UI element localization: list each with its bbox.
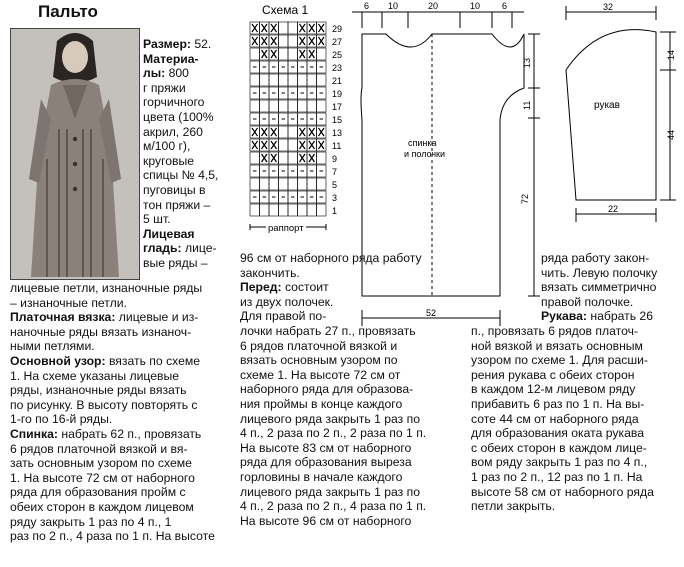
text-line: узором по схеме 1. Для расши- bbox=[471, 353, 648, 368]
scheme-cell bbox=[250, 48, 260, 60]
text-line: наночные ряды вязать изнаноч- bbox=[10, 324, 192, 339]
purl-stitch-symbol bbox=[271, 154, 277, 162]
piece-label: рукав bbox=[594, 100, 620, 111]
text-line: 1. На схеме указаны лицевые bbox=[10, 368, 180, 383]
scheme-cell bbox=[317, 74, 327, 86]
sleeve-pattern-svg bbox=[560, 0, 684, 230]
scheme-cell bbox=[269, 204, 279, 216]
text-line: лочки набрать 27 п., провязать bbox=[240, 323, 416, 338]
text-line: правой полочке. bbox=[541, 294, 634, 309]
dim-label: 13 bbox=[522, 57, 532, 68]
purl-stitch-symbol bbox=[271, 141, 277, 149]
text-line: 1-го по 16-й ряды. bbox=[10, 412, 113, 427]
text-line: набрать 62 п., провязать bbox=[57, 426, 202, 441]
purl-stitch-symbol bbox=[309, 154, 315, 162]
text-line: горловины в начале каждого bbox=[240, 469, 403, 484]
purl-stitch-symbol bbox=[300, 50, 306, 58]
text-line: 4 п., 2 раза по 2 п., 4 раза по 1 п. bbox=[240, 499, 427, 514]
purl-stitch-symbol bbox=[309, 50, 315, 58]
text-line: 96 см от наборного ряда работу bbox=[240, 251, 422, 265]
scheme-cell bbox=[288, 139, 298, 151]
purl-stitch-symbol bbox=[252, 128, 258, 136]
column-3-top-text bbox=[541, 251, 657, 324]
purl-stitch-symbol bbox=[262, 37, 268, 45]
text-line: ряду закрыть 1 раз по 4 п., 1 bbox=[10, 514, 172, 529]
scheme-row-number: 23 bbox=[332, 63, 343, 73]
scheme-cell bbox=[260, 178, 270, 190]
materials-line: г пряжи bbox=[143, 80, 186, 95]
scheme-cell bbox=[307, 74, 317, 86]
dim-label: 10 bbox=[388, 1, 399, 11]
materials-line: цвета (100% bbox=[143, 109, 214, 124]
scheme-row-number: 19 bbox=[332, 89, 343, 99]
purl-stitch-symbol bbox=[271, 50, 277, 58]
purl-stitch-symbol bbox=[319, 37, 325, 45]
stockinette-label-2: гладь: bbox=[143, 241, 182, 256]
purl-stitch-symbol bbox=[262, 50, 268, 58]
purl-stitch-symbol bbox=[309, 37, 315, 45]
garter-label: Платочная вязка: bbox=[10, 310, 116, 325]
rapport-label: раппорт bbox=[268, 223, 304, 234]
scheme-cell bbox=[279, 126, 289, 138]
materials-label-1: Материа- bbox=[143, 51, 199, 66]
text-line: лицевого ряда закрыть 1 раз по bbox=[240, 484, 421, 499]
scheme-cell bbox=[260, 100, 270, 112]
text-line: для образования оката рукава bbox=[471, 426, 644, 441]
materials-line: круговые bbox=[143, 153, 195, 168]
scheme-cell bbox=[288, 22, 298, 34]
dim-label: 6 bbox=[502, 1, 508, 11]
purl-stitch-symbol bbox=[252, 37, 258, 45]
text-line: с обеих сторон в каждом лице- bbox=[471, 440, 647, 455]
text-line: наборного ряда для образова- bbox=[240, 382, 414, 397]
text-line: ряда работу закон- bbox=[541, 251, 650, 265]
text-line: рения рукава с обеих сторон bbox=[471, 367, 635, 382]
text-line: набрать 26 bbox=[586, 309, 653, 324]
body-pattern-diagram bbox=[352, 0, 542, 335]
text-line: из двух полочек. bbox=[240, 294, 334, 309]
scheme-title: Схема 1 bbox=[262, 3, 309, 17]
dim-label: 72 bbox=[520, 193, 530, 204]
scheme-cell bbox=[298, 204, 308, 216]
scheme-row-number: 29 bbox=[332, 24, 343, 34]
sleeve-pattern-diagram bbox=[560, 0, 684, 235]
stockinette-text: вые ряды – bbox=[143, 255, 208, 270]
scheme-cell bbox=[288, 35, 298, 47]
piece-label: спинка bbox=[408, 138, 437, 148]
scheme-row-number: 21 bbox=[332, 76, 343, 86]
scheme-cell bbox=[307, 204, 317, 216]
scheme-cell bbox=[317, 48, 327, 60]
text-line: лицевого ряда закрыть 1 раз по bbox=[240, 411, 421, 426]
scheme-row-number: 13 bbox=[332, 128, 343, 138]
scheme-cell bbox=[269, 74, 279, 86]
piece-label: и полочки bbox=[404, 149, 446, 159]
materials-line: тон пряжи – bbox=[143, 197, 211, 212]
text-line: 1 раз по 2 п., 12 раз по 1 п. На bbox=[471, 469, 643, 484]
text-line: чить. Левую полочку bbox=[541, 265, 658, 280]
text-line: ной вязкой и вязать основным bbox=[471, 338, 643, 353]
scheme-cell bbox=[250, 152, 260, 164]
dim-label: 32 bbox=[603, 2, 614, 12]
woman-in-coat-image bbox=[11, 29, 139, 279]
dim-label: 44 bbox=[666, 129, 676, 140]
text-line: состоит bbox=[281, 280, 329, 295]
purl-stitch-symbol bbox=[262, 128, 268, 136]
text-line: ряды, изнаночные ряды вязать bbox=[10, 383, 187, 398]
purl-stitch-symbol bbox=[319, 141, 325, 149]
text-line: На высоте 96 см от наборного bbox=[240, 513, 412, 528]
text-line: ными петлями. bbox=[10, 339, 95, 354]
scheme-row-number: 7 bbox=[332, 167, 338, 177]
scheme-row-number: 27 bbox=[332, 37, 343, 47]
dim-label: 20 bbox=[428, 1, 439, 11]
scheme-cell bbox=[250, 100, 260, 112]
text-line: петли закрыть. bbox=[471, 499, 556, 514]
text-line: в каждом 12-м лицевом ряду bbox=[471, 382, 636, 397]
text-line: 6 рядов платочной вязкой и вя- bbox=[10, 441, 188, 456]
text-line: вязать симметрично bbox=[541, 280, 657, 295]
page-title: Пальто bbox=[38, 2, 98, 21]
purl-stitch-symbol bbox=[300, 154, 306, 162]
stockinette-text: лице- bbox=[184, 241, 217, 256]
back-label: Спинка: bbox=[10, 426, 58, 441]
scheme-cell bbox=[317, 178, 327, 190]
text-line: лицевые и из- bbox=[115, 310, 199, 325]
scheme-cell bbox=[279, 100, 289, 112]
text-line: – изнаночные петли. bbox=[10, 295, 127, 310]
scheme-grid bbox=[244, 2, 348, 242]
purl-stitch-symbol bbox=[309, 128, 315, 136]
scheme-cell bbox=[288, 126, 298, 138]
scheme-cell bbox=[279, 178, 289, 190]
materials-line: м/100 г), bbox=[143, 139, 191, 154]
scheme-row-number: 9 bbox=[332, 154, 338, 164]
scheme-cell bbox=[269, 100, 279, 112]
scheme-cell bbox=[317, 100, 327, 112]
dim-label: 22 bbox=[608, 204, 619, 214]
scheme-row-number: 25 bbox=[332, 50, 343, 60]
scheme-cell bbox=[279, 35, 289, 47]
dim-label: 10 bbox=[470, 1, 481, 11]
scheme-row-number: 5 bbox=[332, 180, 338, 190]
scheme-row-number: 17 bbox=[332, 102, 343, 112]
scheme-cell bbox=[279, 22, 289, 34]
text-line: вом ряду закрыть 1 раз по 4 п., bbox=[471, 455, 648, 470]
scheme-cell bbox=[250, 74, 260, 86]
scheme-cell bbox=[288, 152, 298, 164]
stockinette-label-1: Лицевая bbox=[143, 226, 195, 241]
text-line: ряда для образования пройм с bbox=[10, 485, 186, 500]
scheme-cell bbox=[250, 204, 260, 216]
model-photo bbox=[10, 28, 140, 280]
text-line: ряда для образования выреза bbox=[240, 455, 412, 470]
text-line: ния проймы в конце каждого bbox=[240, 396, 403, 411]
scheme-cell bbox=[288, 74, 298, 86]
purl-stitch-symbol bbox=[300, 141, 306, 149]
scheme-1 bbox=[244, 2, 348, 247]
scheme-row-number: 15 bbox=[332, 115, 343, 125]
size-block bbox=[143, 37, 218, 271]
text-line: вязать основным узором по bbox=[240, 353, 398, 368]
purl-stitch-symbol bbox=[271, 24, 277, 32]
text-line: лицевые петли, изнаночные ряды bbox=[10, 281, 203, 295]
column-1-text bbox=[10, 281, 215, 544]
purl-stitch-symbol bbox=[300, 128, 306, 136]
materials-line: 800 bbox=[168, 66, 189, 81]
text-line: соте 44 см от наборного ряда bbox=[471, 411, 639, 426]
materials-line: 5 шт. bbox=[143, 212, 171, 227]
text-line: 4 п., 2 раза по 2 п., 2 раза по 1 п. bbox=[240, 426, 427, 441]
scheme-cell bbox=[307, 178, 317, 190]
purl-stitch-symbol bbox=[319, 24, 325, 32]
front-label: Перед: bbox=[240, 280, 282, 295]
scheme-cell bbox=[279, 74, 289, 86]
text-line: закончить. bbox=[240, 265, 300, 280]
purl-stitch-symbol bbox=[319, 128, 325, 136]
purl-stitch-symbol bbox=[262, 24, 268, 32]
scheme-cell bbox=[279, 139, 289, 151]
scheme-row-number: 1 bbox=[332, 206, 338, 216]
materials-line: горчичного bbox=[143, 95, 205, 110]
scheme-row-number: 11 bbox=[332, 141, 342, 151]
dim-label: 6 bbox=[364, 1, 370, 11]
scheme-cell bbox=[317, 152, 327, 164]
text-line: обеих сторон в каждом лицевом bbox=[10, 499, 194, 514]
sleeve-label: Рукава: bbox=[541, 309, 587, 324]
scheme-cell bbox=[260, 74, 270, 86]
purl-stitch-symbol bbox=[300, 24, 306, 32]
size-value: 52. bbox=[194, 37, 212, 51]
text-line: по рисунку. В высоту повторять с bbox=[10, 397, 198, 412]
text-line: вязать по схеме bbox=[105, 353, 201, 368]
dim-label: 14 bbox=[666, 49, 676, 60]
text-line: прибавить 6 раз по 1 п. На вы- bbox=[471, 396, 645, 411]
scheme-cell bbox=[288, 100, 298, 112]
purl-stitch-symbol bbox=[252, 141, 258, 149]
scheme-cell bbox=[317, 204, 327, 216]
purl-stitch-symbol bbox=[309, 24, 315, 32]
materials-line: пуговицы в bbox=[143, 182, 206, 197]
purl-stitch-symbol bbox=[309, 141, 315, 149]
text-line: На высоте 83 см от наборного bbox=[240, 440, 412, 455]
text-line: высоте 58 см от наборного ряда bbox=[471, 484, 654, 499]
purl-stitch-symbol bbox=[262, 154, 268, 162]
text-line: схеме 1. На высоте 72 см от bbox=[240, 367, 401, 382]
dim-label: 52 bbox=[426, 308, 437, 318]
column-3-text bbox=[471, 324, 654, 514]
scheme-cell bbox=[250, 178, 260, 190]
purl-stitch-symbol bbox=[300, 37, 306, 45]
text-line: Для правой по- bbox=[240, 309, 327, 324]
dim-label: 11 bbox=[522, 100, 532, 110]
purl-stitch-symbol bbox=[271, 128, 277, 136]
purl-stitch-symbol bbox=[252, 24, 258, 32]
scheme-cell bbox=[298, 74, 308, 86]
scheme-cell bbox=[288, 204, 298, 216]
pattern-label: Основной узор: bbox=[10, 353, 106, 368]
scheme-cell bbox=[288, 178, 298, 190]
materials-line: акрил, 260 bbox=[143, 124, 203, 139]
scheme-cell bbox=[260, 204, 270, 216]
materials-label-2: лы: bbox=[143, 66, 166, 81]
size-label: Размер: bbox=[143, 37, 191, 51]
scheme-cell bbox=[279, 152, 289, 164]
body-pattern-svg bbox=[352, 0, 542, 330]
purl-stitch-symbol bbox=[262, 141, 268, 149]
text-line: раз по 2 п., 4 раза по 1 п. На высоте bbox=[10, 529, 215, 544]
materials-line: спицы № 4,5, bbox=[143, 168, 219, 183]
purl-stitch-symbol bbox=[271, 37, 277, 45]
scheme-row-number: 3 bbox=[332, 193, 338, 203]
text-line: 1. На высоте 72 см от наборного bbox=[10, 470, 195, 485]
scheme-cell bbox=[298, 100, 308, 112]
scheme-cell bbox=[279, 48, 289, 60]
text-line: п., провязать 6 рядов платоч- bbox=[471, 324, 639, 338]
scheme-cell bbox=[279, 204, 289, 216]
scheme-cell bbox=[298, 178, 308, 190]
scheme-cell bbox=[269, 178, 279, 190]
scheme-cell bbox=[307, 100, 317, 112]
text-line: 6 рядов платочной вязкой и bbox=[240, 338, 398, 353]
scheme-cell bbox=[288, 48, 298, 60]
text-line: зать основным узором по схеме bbox=[10, 456, 192, 471]
